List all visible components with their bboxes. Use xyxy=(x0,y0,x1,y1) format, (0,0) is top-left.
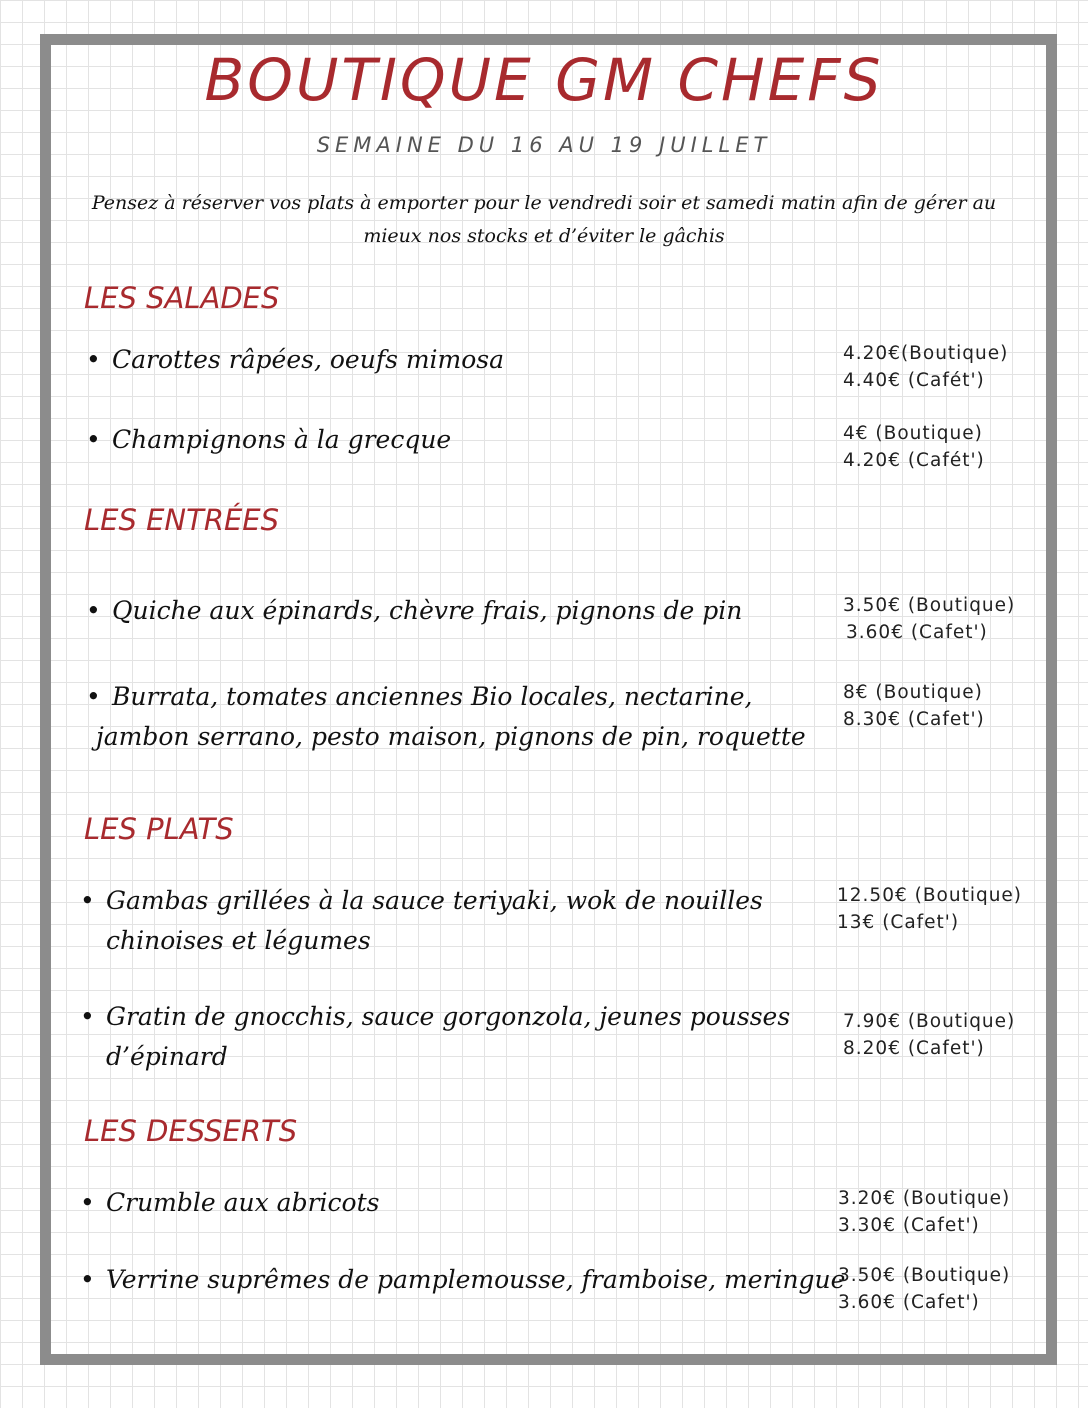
price-boutique: 12.50€ (Boutique) xyxy=(837,885,1023,906)
menu-item-carottes xyxy=(86,340,504,380)
page-subtitle: SEMAINE DU 16 AU 19 JUILLET xyxy=(316,133,772,157)
price-cafet: 4.20€ (Cafét') xyxy=(843,450,985,471)
menu-item-price xyxy=(843,1008,1015,1062)
menu-item-name-cont: jambon serrano, pesto maison, pignons de pin, roquette xyxy=(96,722,806,751)
menu-item-name: Carottes râpées, oeufs mimosa xyxy=(112,345,505,374)
menu-item-crumble xyxy=(80,1183,379,1223)
menu-item-price xyxy=(843,592,1015,646)
menu-item-name: Gratin de gnocchis, sauce gorgonzola, jeunes pousses xyxy=(106,1002,791,1031)
menu-item-name: Verrine suprêmes de pamplemousse, framboise, meringue xyxy=(106,1265,846,1294)
price-cafet: 3.30€ (Cafet') xyxy=(838,1215,980,1236)
price-boutique: 4€ (Boutique) xyxy=(843,423,983,444)
menu-item-name-cont: d’épinard xyxy=(106,1042,228,1071)
menu-item-price xyxy=(838,1262,1010,1316)
menu-item-price xyxy=(837,882,1022,936)
menu-item-champignons xyxy=(86,420,451,460)
menu-item-name: Crumble aux abricots xyxy=(106,1188,380,1217)
bullet-icon: • xyxy=(80,886,95,915)
page-title: BOUTIQUE GM CHEFS xyxy=(204,46,884,114)
section-heading-desserts: LES DESSERTS xyxy=(84,1114,298,1148)
price-boutique: 3.50€ (Boutique) xyxy=(843,595,1016,616)
menu-item-burrata xyxy=(86,677,806,757)
menu-item-price xyxy=(838,1185,1010,1239)
menu-item-price xyxy=(843,340,1008,394)
price-cafet: 3.60€ (Cafet') xyxy=(846,622,988,643)
menu-item-name-cont: chinoises et légumes xyxy=(106,926,371,955)
price-cafet: 3.60€ (Cafet') xyxy=(838,1292,980,1313)
menu-item-gambas xyxy=(80,881,763,961)
menu-item-quiche xyxy=(86,591,742,631)
menu-item-name: Quiche aux épinards, chèvre frais, pignons de pin xyxy=(112,596,743,625)
menu-item-name: Gambas grillées à la sauce teriyaki, wok de nouilles xyxy=(106,886,763,915)
bullet-icon: • xyxy=(80,1265,95,1294)
bullet-icon: • xyxy=(86,345,101,374)
price-cafet: 8.20€ (Cafet') xyxy=(843,1038,985,1059)
menu-item-price xyxy=(843,420,985,474)
price-cafet: 4.40€ (Cafét') xyxy=(843,370,985,391)
price-cafet: 8.30€ (Cafet') xyxy=(843,709,985,730)
bullet-icon: • xyxy=(86,425,101,454)
price-boutique: 3.50€ (Boutique) xyxy=(838,1265,1011,1286)
menu-item-gratin xyxy=(80,997,790,1077)
price-cafet: 13€ (Cafet') xyxy=(837,912,960,933)
intro-note: Pensez à réserver vos plats à emporter pour le vendredi soir et samedi matin afin de gérer au mieux nos stocks et d’éviter le gâchis xyxy=(91,192,997,247)
menu-item-name: Champignons à la grecque xyxy=(112,425,452,454)
price-boutique: 3.20€ (Boutique) xyxy=(838,1188,1011,1209)
bullet-icon: • xyxy=(86,682,101,711)
bullet-icon: • xyxy=(80,1002,95,1031)
menu-item-price xyxy=(843,679,985,733)
bullet-icon: • xyxy=(86,596,101,625)
menu-item-verrine xyxy=(80,1260,845,1300)
bullet-icon: • xyxy=(80,1188,95,1217)
section-heading-entrees: LES ENTRÉES xyxy=(84,503,280,537)
section-heading-plats: LES PLATS xyxy=(84,812,234,846)
price-boutique: 4.20€(Boutique) xyxy=(843,343,1009,364)
price-boutique: 7.90€ (Boutique) xyxy=(843,1011,1016,1032)
menu-item-name: Burrata, tomates anciennes Bio locales, nectarine, xyxy=(112,682,753,711)
price-boutique: 8€ (Boutique) xyxy=(843,682,983,703)
section-heading-salades: LES SALADES xyxy=(84,281,280,315)
